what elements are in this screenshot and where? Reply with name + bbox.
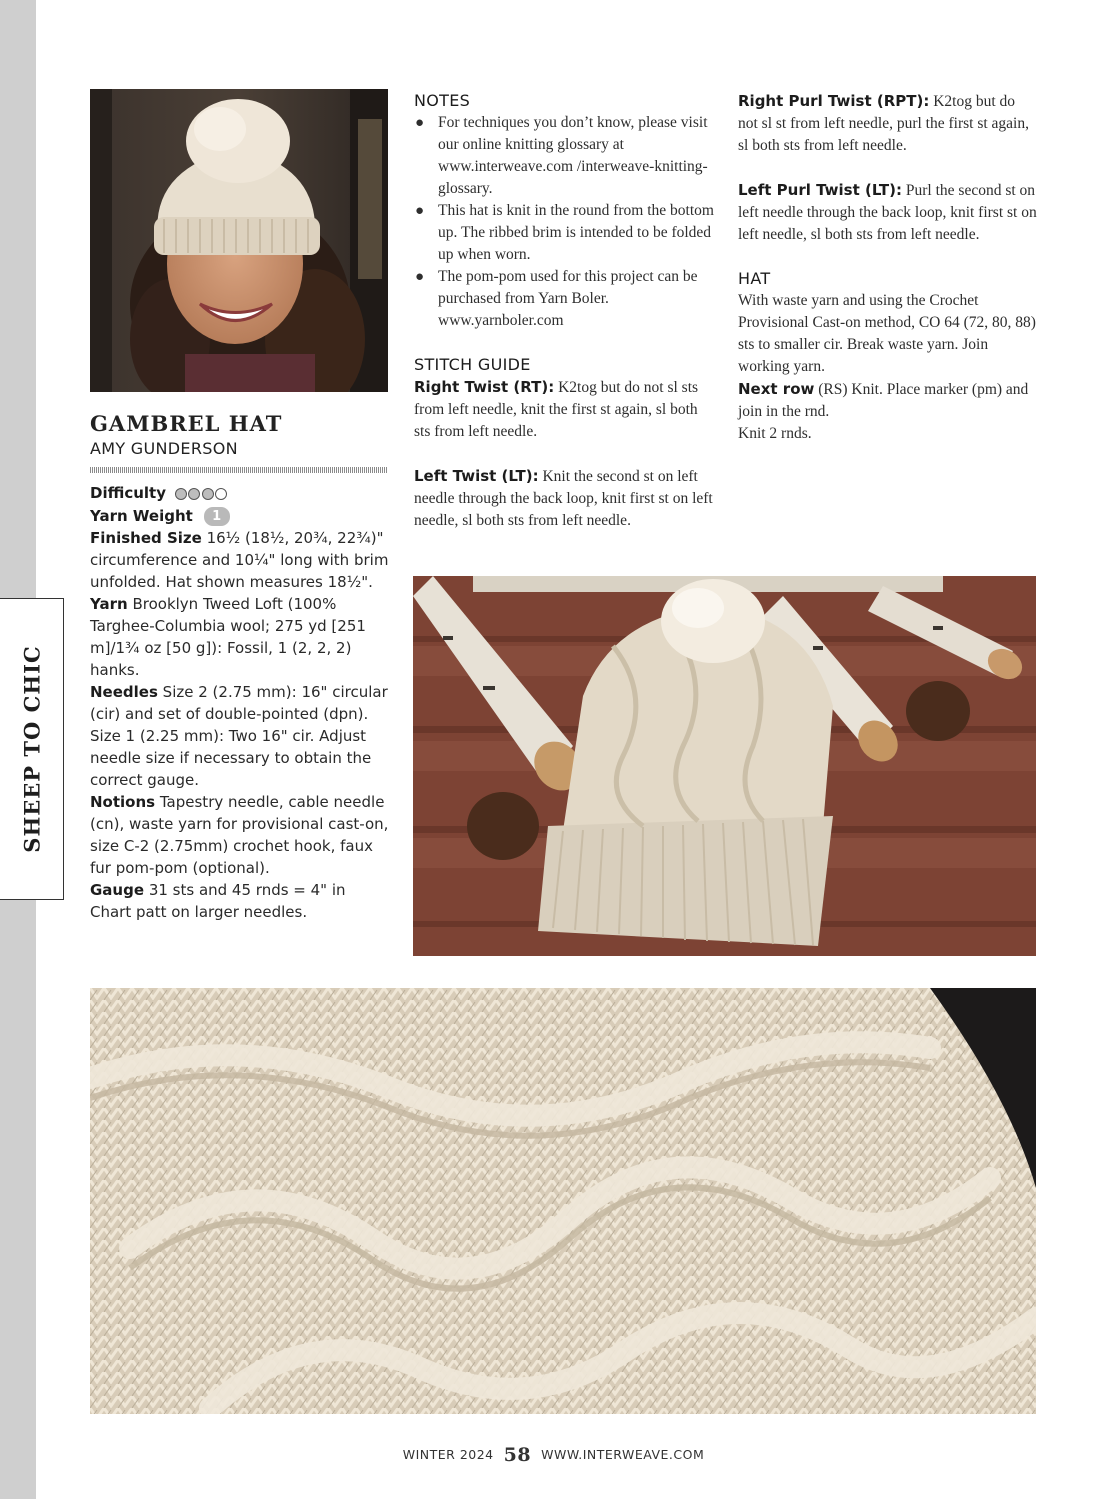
difficulty-rating bbox=[175, 483, 229, 505]
section-tab-label: SHEEP TO CHIC bbox=[19, 645, 44, 853]
yarn-weight-label: Yarn Weight bbox=[90, 506, 193, 525]
stitch-guide-heading: STITCH GUIDE bbox=[414, 355, 531, 374]
next-row-entry: Next row (RS) Knit. Place marker (pm) and join in the rnd. bbox=[738, 380, 1029, 420]
footer-issue: WINTER 2024 bbox=[402, 1447, 494, 1462]
title-divider bbox=[90, 467, 388, 473]
finished-size-row bbox=[90, 527, 390, 593]
difficulty-dot-filled bbox=[202, 488, 214, 500]
list-item: ● The pom-pom used for this project can be purchased from Yarn Boler. www.yarnboler.com bbox=[415, 268, 698, 329]
cable-closeup-photo bbox=[90, 988, 1036, 1414]
needles-label: Needles bbox=[90, 682, 158, 701]
gauge-row bbox=[90, 879, 390, 923]
footer-website: WWW.INTERWEAVE.COM bbox=[541, 1447, 705, 1462]
notes-column bbox=[414, 90, 714, 532]
notions-row bbox=[90, 791, 390, 879]
yarn-weight-icon: 1 bbox=[204, 507, 230, 526]
knit-rounds: Knit 2 rnds. bbox=[738, 425, 812, 442]
right-purl-twist-entry: Right Purl Twist (RPT): K2tog but do not sl st from left needle, purl the first st again, sl both sts from left needle. bbox=[738, 92, 1029, 154]
difficulty-dot-empty bbox=[215, 488, 227, 500]
gauge-text: 31 sts and 45 rnds = 4" in Chart patt on larger needles. bbox=[90, 880, 346, 921]
gauge-label: Gauge bbox=[90, 880, 145, 899]
bullet-icon: ● bbox=[415, 269, 425, 285]
bullet-icon: ● bbox=[415, 115, 425, 131]
instructions-column bbox=[738, 90, 1038, 445]
notes-heading: NOTES bbox=[414, 91, 471, 110]
yarn-weight-row bbox=[90, 505, 390, 527]
list-item: ● For techniques you don’t know, please visit our online knitting glossary at www.interweave.com /interweave-knitting-glossary. bbox=[415, 114, 708, 197]
difficulty-row bbox=[90, 482, 390, 505]
yarn-label: Yarn bbox=[90, 594, 128, 613]
notions-text: Tapestry needle, cable needle (cn), waste yarn for provisional cast-on, size C-2 (2.75mm) crochet hook, faux fur pom-pom (optional). bbox=[90, 792, 389, 877]
right-twist-entry: Right Twist (RT): K2tog but do not sl sts from left needle, knit the first st again, sl both sts from left needle. bbox=[414, 378, 699, 440]
hat-intro: With waste yarn and using the Crochet Provisional Cast-on method, CO 64 (72, 80, 88) sts to smaller cir. Break waste yarn. Join working yarn. bbox=[738, 292, 1036, 375]
finished-size-text: 16½ (18½, 20¾, 22¾)" circumference and 10¼" long with brim unfolded. Hat shown measures 18½". bbox=[90, 528, 389, 591]
page-number: 58 bbox=[503, 1444, 532, 1466]
difficulty-label: Difficulty bbox=[90, 484, 166, 502]
section-tab bbox=[0, 598, 64, 900]
left-purl-twist-entry: Left Purl Twist (LT): Purl the second st on left needle through the back loop, knit first st on left needle, sl both sts from left needle. bbox=[738, 181, 1037, 243]
notions-label: Notions bbox=[90, 792, 156, 811]
needles-text: Size 2 (2.75 mm): 16" circular (cir) and set of double-pointed (dpn). Size 1 (2.25 mm): Two 16" cir. Adjust needle size if necessary to obtain the correct gauge. bbox=[90, 682, 388, 789]
pattern-title: GAMBREL HAT bbox=[90, 411, 283, 436]
needles-row bbox=[90, 681, 390, 791]
difficulty-dot-filled bbox=[175, 488, 187, 500]
hat-flatlay-photo bbox=[413, 576, 1036, 956]
yarn-row bbox=[90, 593, 390, 681]
list-item: ● This hat is knit in the round from the bottom up. The ribbed brim is intended to be folded up when worn. bbox=[415, 202, 714, 263]
left-twist-entry: Left Twist (LT): Knit the second st on left needle through the back loop, knit first st on left needle, sl both sts from left needle. bbox=[414, 467, 713, 529]
designer-name: AMY GUNDERSON bbox=[90, 439, 238, 458]
yarn-text: Brooklyn Tweed Loft (100% Targhee-Columbia wool; 275 yd [251 m]/1¾ oz [50 g]): Fossil, 1 (2, 2, 2) hanks. bbox=[90, 594, 366, 679]
notes-list bbox=[414, 112, 714, 332]
difficulty-dot-filled bbox=[188, 488, 200, 500]
bullet-icon: ● bbox=[415, 203, 425, 219]
finished-size-label: Finished Size bbox=[90, 528, 202, 547]
pattern-specs bbox=[90, 482, 390, 923]
model-portrait-photo bbox=[90, 89, 388, 392]
page-footer bbox=[0, 1444, 1107, 1466]
hat-heading: HAT bbox=[738, 269, 771, 288]
